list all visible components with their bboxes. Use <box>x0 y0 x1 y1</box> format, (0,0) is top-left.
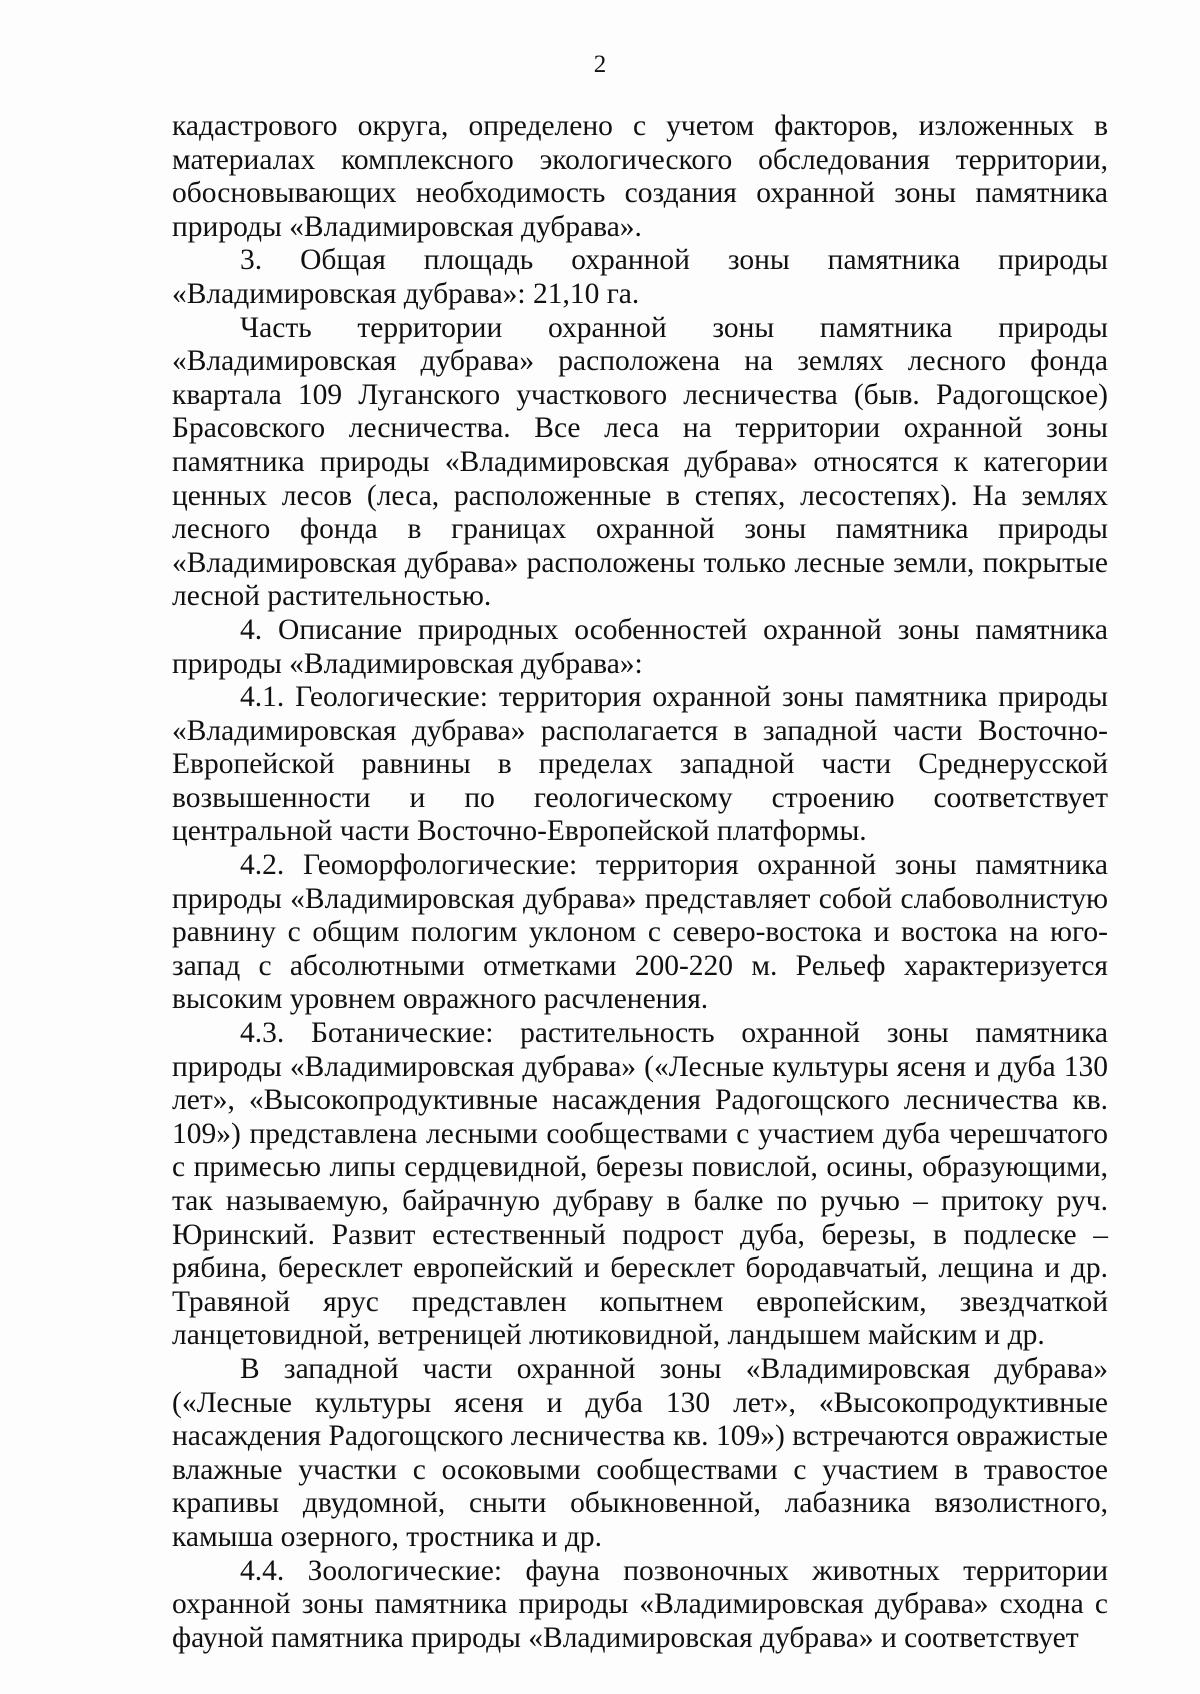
paragraph-section-4-natural-features: 4. Описание природных особенностей охранной зоны памятника природы «Владимировская дубрава»: <box>172 613 1108 680</box>
paragraph-4-3-botanical: 4.3. Ботанические: растительность охранной зоны памятника природы «Владимировская дубрава» («Лесные культуры ясеня и дуба 130 лет», «Высокопродуктивные насаждения Радогощского лесничества кв. 109») представлена лесными сообществами с участием дуба черешчатого с примесью липы сердцевидной, березы повислой, осины, образующими, так называемую, байрачную дубраву в балке по ручью – притоку руч. Юринский. Развит естественный подрост дуба, березы, в подлеске – рябина, бересклет европейский и бересклет бородавчатый, лещина и др. Травяной ярус представлен копытнем европейским, звездчаткой ланцетовидной, ветреницей лютиковидной, ландышем майским и др. <box>172 1017 1108 1352</box>
paragraph-4-1-geological: 4.1. Геологические: территория охранной зоны памятника природы «Владимировская дубрава» располагается в западной части Восточно-Европейской равнины в пределах западной части Среднерусской возвышенности и по геологическому строению соответствует центральной части Восточно-Европейской платформы. <box>172 681 1108 848</box>
paragraph-cadastral-district: кадастрового округа, определено с учетом факторов, изложенных в материалах комплексного экологического обследования территории, обосновывающих необходимость создания охранной зоны памятника природы «Владимировская дубрава». <box>172 110 1108 243</box>
page-number: 2 <box>593 51 607 78</box>
paragraph-4-2-geomorphological: 4.2. Геоморфологические: территория охранной зоны памятника природы «Владимировская дубрава» представляет собой слабоволнистую равнину с общим пологим уклоном с северо-востока и востока на юго-запад с абсолютными отметками 200-220 м. Рельеф характеризуется высоким уровнем овражного расчленения. <box>172 849 1108 1016</box>
paragraph-4-4-zoological: 4.4. Зоологические: фауна позвоночных животных территории охранной зоны памятника природы «Владимировская дубрава» сходна с фауной памятника природы «Владимировская дубрава» и соответствует <box>172 1554 1108 1654</box>
paragraph-forest-fund-lands: Часть территории охранной зоны памятника природы «Владимировская дубрава» расположена на землях лесного фонда квартала 109 Луганского участкового лесничества (быв. Радогощское) Брасовского лесничества. Все леса на территории охранной зоны памятника природы «Владимировская дубрава» относятся к категории ценных лесов (леса, расположенные в степях, лесостепях). На землях лесного фонда в границах охранной зоны памятника природы «Владимировская дубрава» расположены только лесные земли, покрытые лесной растительностью. <box>172 311 1108 613</box>
document-body <box>172 110 1108 1655</box>
paragraph-western-part: В западной части охранной зоны «Владимировская дубрава» («Лесные культуры ясеня и дуба 130 лет», «Высокопродуктивные насаждения Радогощского лесничества кв. 109») встречаются овражистые влажные участки с осоковыми сообществами с участием в травостое крапивы двудомной, сныти обыкновенной, лабазника вязолистного, камыша озерного, тростника и др. <box>172 1352 1108 1553</box>
paragraph-section-3-total-area: 3. Общая площадь охранной зоны памятника природы «Владимировская дубрава»: 21,10 га. <box>172 244 1108 310</box>
